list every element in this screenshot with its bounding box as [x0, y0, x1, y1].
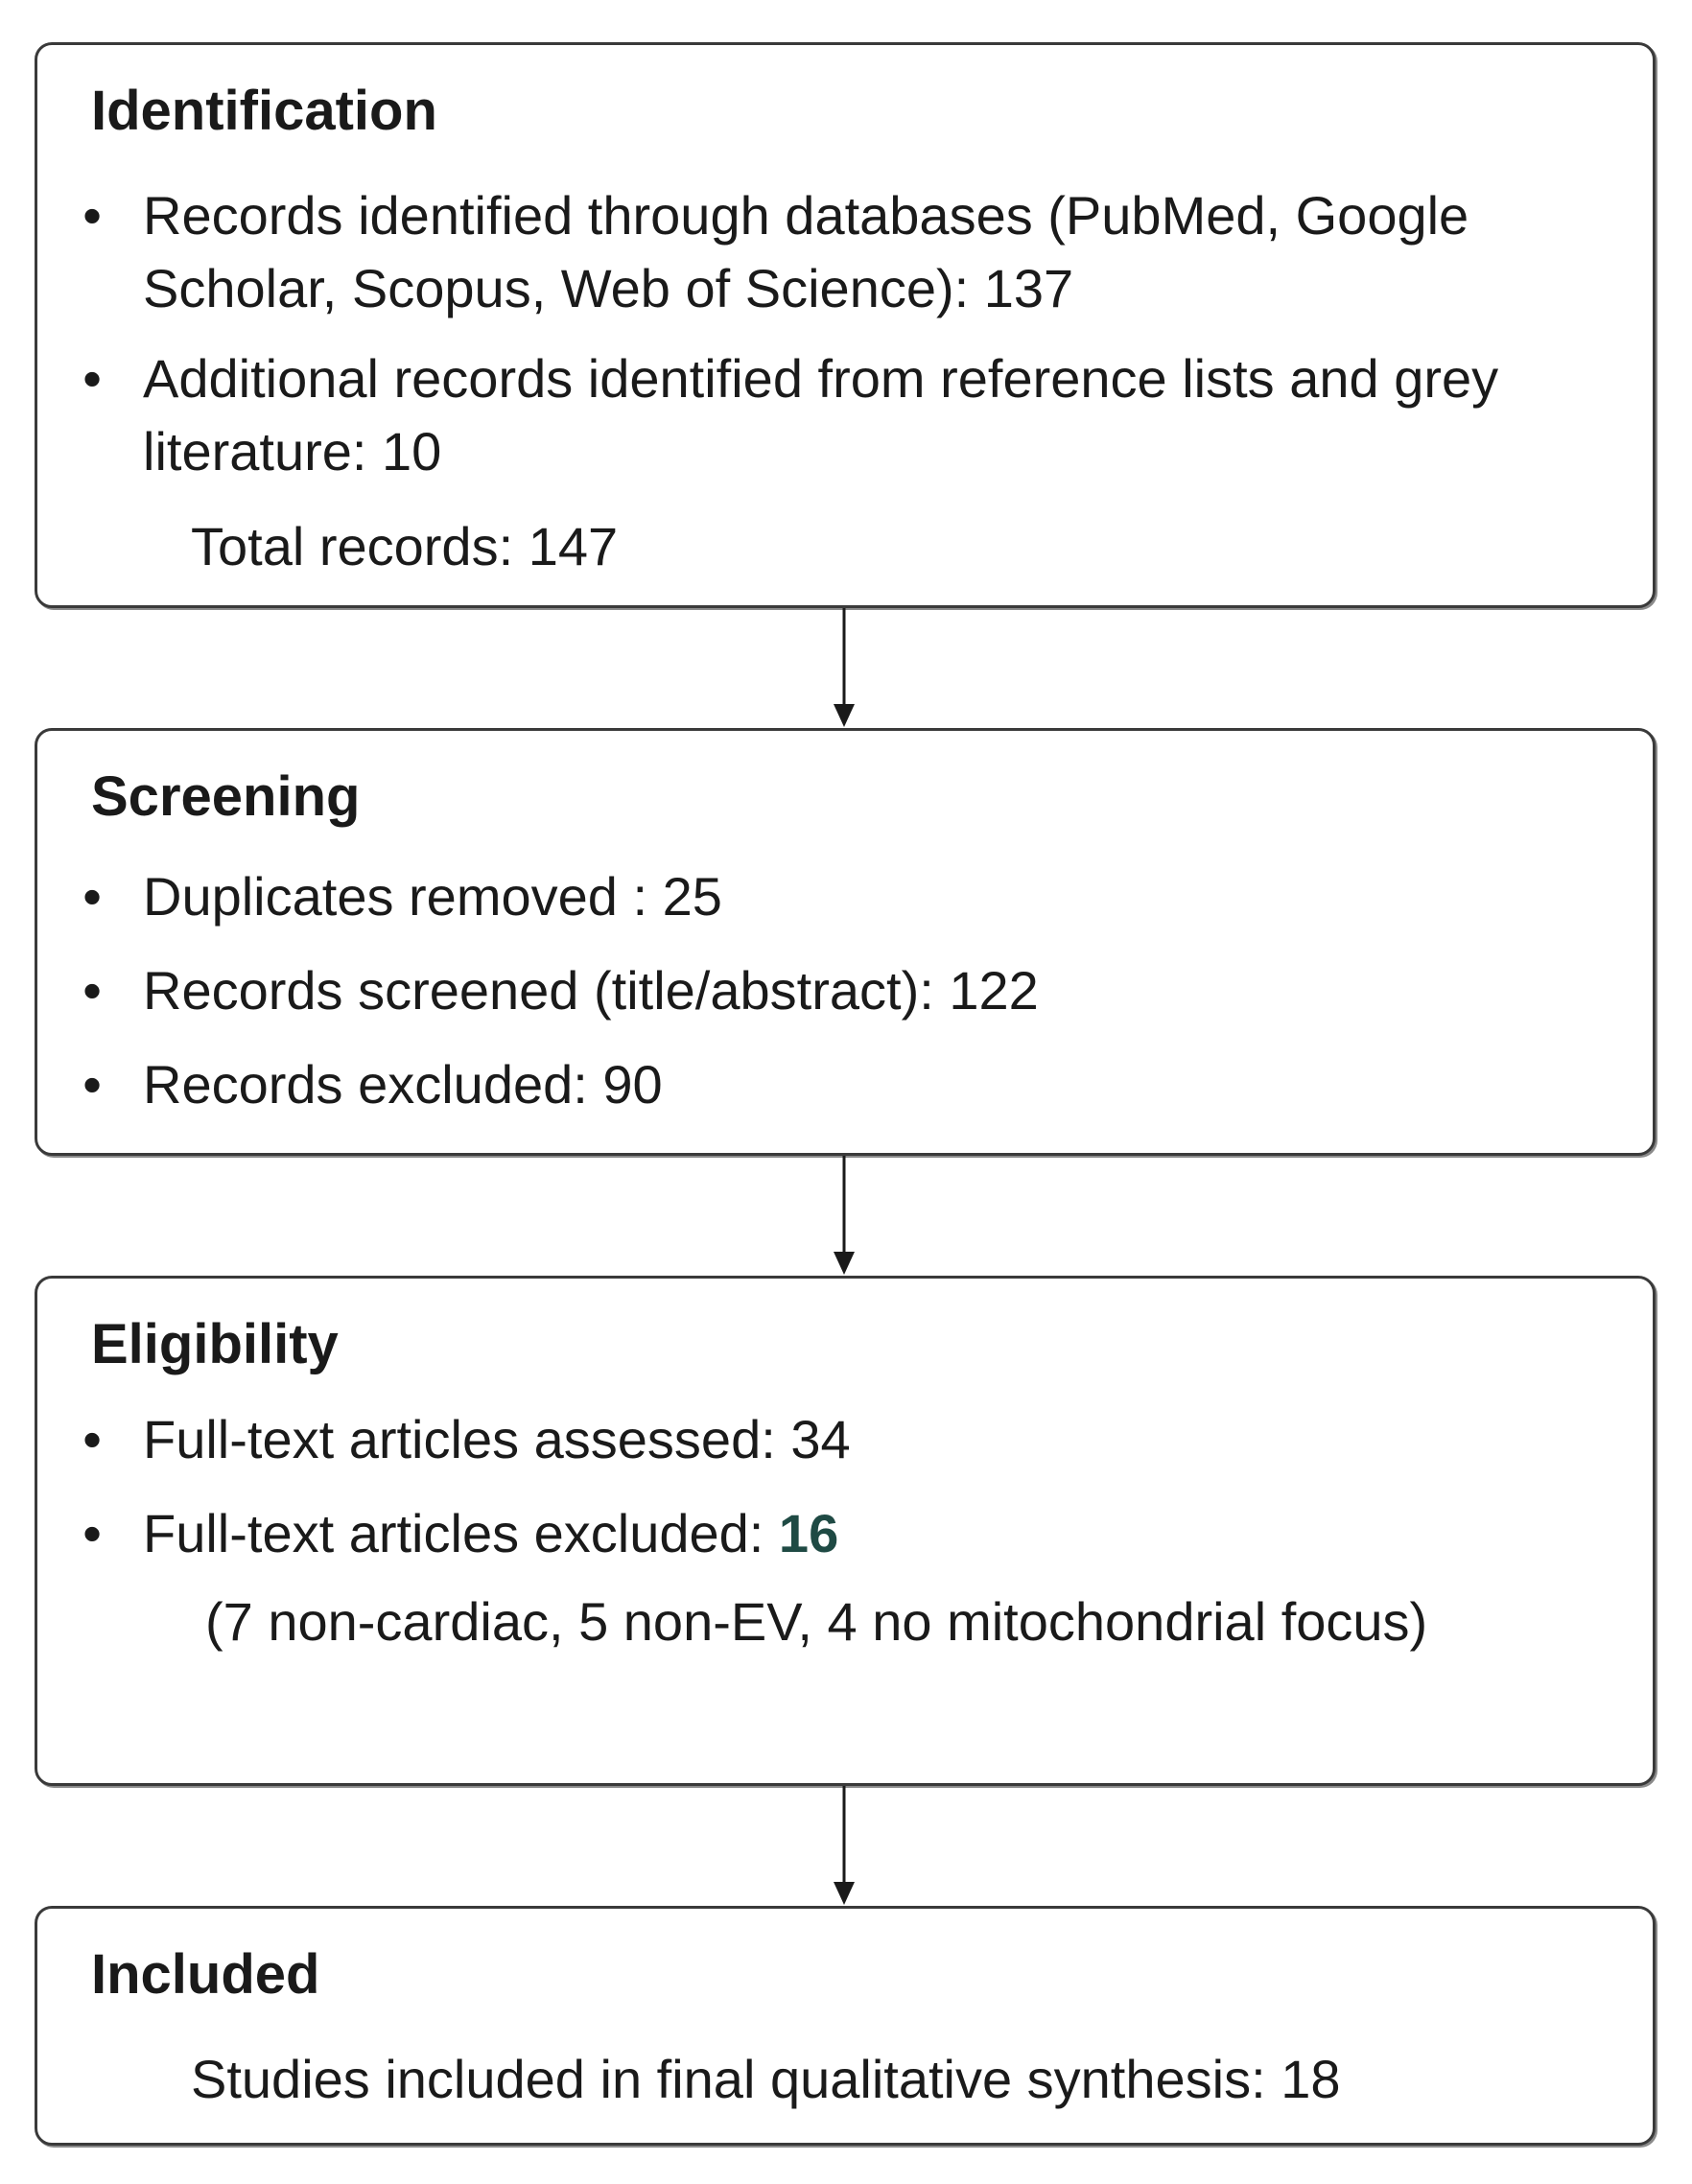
identification-box	[35, 42, 1656, 608]
bullet-icon: •	[82, 866, 102, 927]
eligibility-item-excluded	[82, 1497, 1614, 1570]
eligibility-item-assessed-text: Full-text articles assessed: 34	[143, 1409, 851, 1469]
included-title: Included	[91, 1943, 320, 2006]
bullet-icon: •	[82, 1054, 102, 1115]
identification-item-databases	[82, 179, 1614, 325]
identification-list	[82, 179, 1614, 488]
bullet-icon: •	[82, 1503, 102, 1563]
eligibility-excluded-note: (7 non-cardiac, 5 non-EV, 4 no mitochondrial focus)	[205, 1591, 1428, 1652]
identification-item-additional	[82, 342, 1614, 488]
included-text: Studies included in final qualitative synthesis: 18	[191, 2049, 1341, 2109]
arrow-down-icon	[825, 1156, 863, 1276]
bullet-icon: •	[82, 960, 102, 1021]
arrow-down-icon	[825, 608, 863, 728]
bullet-icon: •	[82, 348, 102, 409]
eligibility-list	[82, 1403, 1614, 1570]
bullet-icon: •	[82, 185, 102, 246]
included-box	[35, 1906, 1656, 2146]
eligibility-title: Eligibility	[91, 1313, 339, 1375]
eligibility-item-assessed	[82, 1403, 1614, 1476]
eligibility-excluded-value: 16	[778, 1503, 839, 1563]
eligibility-excluded-label: Full-text articles excluded:	[143, 1503, 779, 1563]
screening-list	[82, 860, 1614, 1121]
screening-box	[35, 728, 1656, 1156]
screening-item-duplicates	[82, 860, 1614, 933]
identification-title: Identification	[91, 80, 437, 142]
screening-item-screened-text: Records screened (title/abstract): 122	[143, 960, 1039, 1021]
screening-item-screened	[82, 954, 1614, 1027]
screening-item-excluded	[82, 1048, 1614, 1121]
bullet-icon: •	[82, 1409, 102, 1469]
eligibility-box	[35, 1276, 1656, 1786]
identification-total: Total records: 147	[191, 516, 619, 576]
screening-item-duplicates-text: Duplicates removed : 25	[143, 866, 722, 927]
arrow-down-icon	[825, 1786, 863, 1906]
screening-title: Screening	[91, 765, 361, 828]
screening-item-excluded-text: Records excluded: 90	[143, 1054, 663, 1115]
identification-item-additional-text: Additional records identified from reference lists and grey literature: 10	[143, 348, 1499, 481]
identification-item-databases-text: Records identified through databases (PubMed, Google Scholar, Scopus, Web of Science): 137	[143, 185, 1469, 318]
